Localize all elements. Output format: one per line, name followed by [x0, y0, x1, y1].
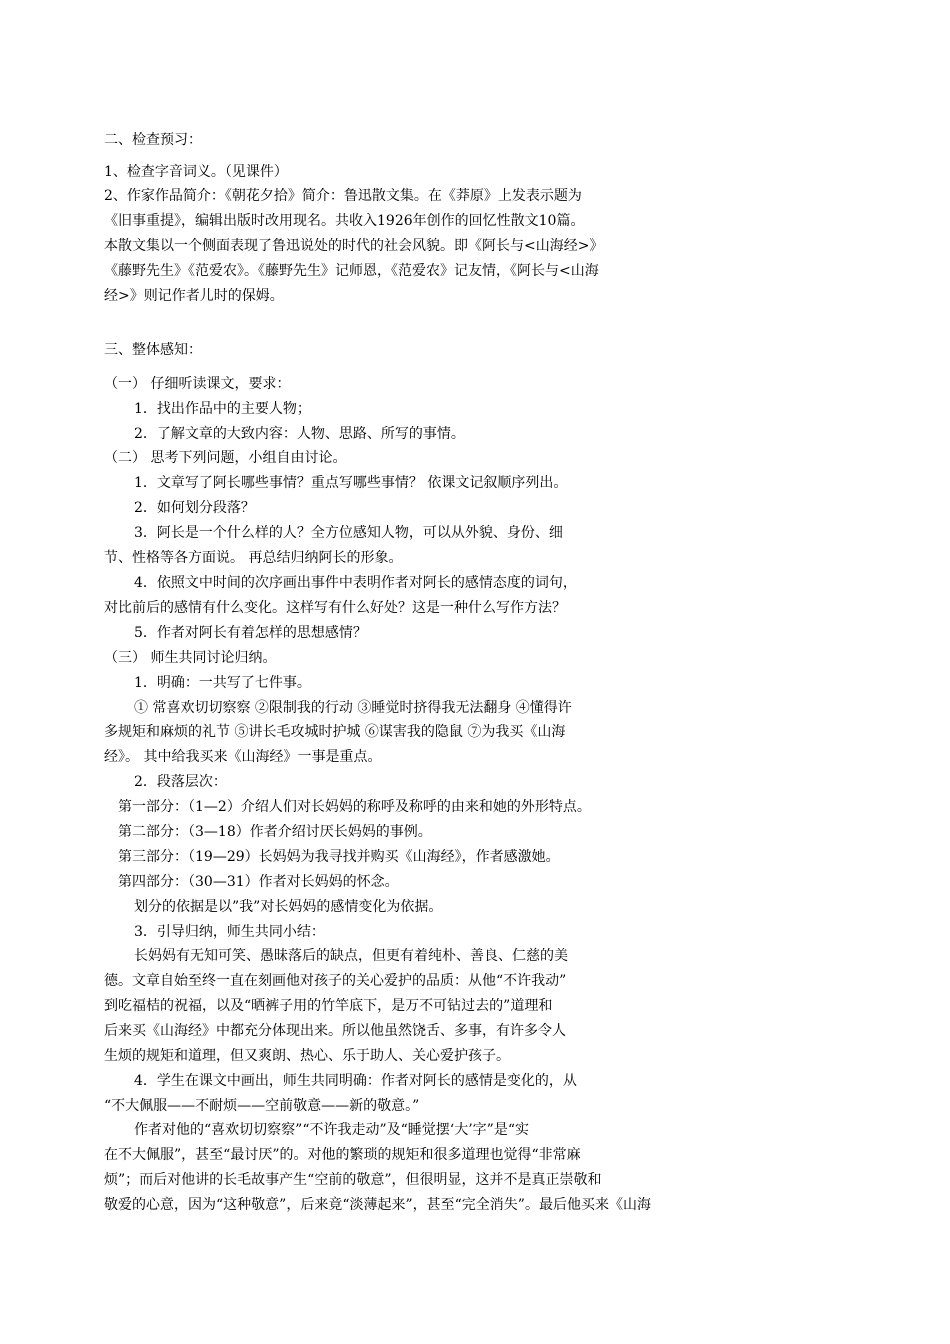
- text-line: 《旧事重提》，编辑出版时改用现名。共收入1926年创作的回忆性散文10篇。: [104, 213, 585, 229]
- text-line: 1．文章写了阿长哪些事情？重点写哪些事情？ 依课文记叙顺序列出。: [134, 475, 568, 491]
- text-line: （一） 仔细听读课文，要求：: [104, 376, 291, 392]
- text-line: 1．找出作品中的主要人物；: [134, 401, 311, 417]
- text-line: 后来买《山海经》中都充分体现出来。所以他虽然饶舌、多事，有许多令人: [104, 1023, 566, 1039]
- text-line: 经》。 其中给我买来《山海经》一事是重点。: [104, 749, 382, 765]
- text-line: 第二部分：（3—18）作者介绍讨厌长妈妈的事例。: [118, 824, 432, 840]
- text-line: 本散文集以一个侧面表现了鲁迅说处的时代的社会风貌。即《阿长与<山海经>》: [104, 238, 604, 254]
- text-line: 在不大佩服”，甚至“最讨厌”的。对他的繁琐的规矩和很多道理也觉得“非常麻: [104, 1147, 581, 1163]
- text-line: 生烦的规矩和道理，但又爽朗、热心、乐于助人、关心爱护孩子。: [104, 1048, 510, 1064]
- text-line: 2．如何划分段落？: [134, 500, 255, 516]
- text-line: 多规矩和麻烦的礼节 ⑤讲长毛攻城时护城 ⑥谋害我的隐鼠 ⑦为我买《山海: [104, 724, 566, 740]
- text-line: 第三部分：（19—29）长妈妈为我寻找并购买《山海经》，作者感激她。: [118, 849, 560, 865]
- section-heading-overview: 三、整体感知：: [104, 342, 202, 358]
- text-line: 长妈妈有无知可笑、愚昧落后的缺点，但更有着纯朴、善良、仁慈的美: [134, 948, 568, 964]
- text-line: 2．了解文章的大致内容：人物、思路、所写的事情。: [134, 426, 465, 442]
- text-line: 1、检查字音词义。（见课件）: [104, 164, 288, 180]
- text-line: 3．引导归纳，师生共同小结：: [134, 924, 325, 940]
- section-heading-preview: 二、检查预习：: [104, 132, 202, 148]
- text-line: 4．学生在课文中画出，师生共同明确：作者对阿长的感情是变化的，从: [134, 1073, 577, 1089]
- text-line: 3．阿长是一个什么样的人？全方位感知人物，可以从外貌、身份、细: [134, 525, 563, 541]
- text-line: 《藤野先生》《范爱农》。《藤野先生》记师恩，《范爱农》记友情，《阿长与<山海: [104, 263, 599, 279]
- text-line: 节、性格等各方面说。 再总结归纳阿长的形象。: [104, 550, 403, 566]
- text-line: 第四部分：（30—31）作者对长妈妈的怀念。: [118, 874, 399, 890]
- text-line: 对比前后的感情有什么变化。这样写有什么好处？这是一种什么写作方法？: [104, 600, 566, 616]
- text-line: 德。文章自始至终一直在刻画他对孩子的关心爱护的品质：从他“不许我动”: [104, 973, 567, 989]
- text-line: 5．作者对阿长有着怎样的思想感情？: [134, 625, 367, 641]
- text-line: （二） 思考下列问题，小组自由讨论。: [104, 450, 347, 466]
- text-line: 4．依照文中时间的次序画出事件中表明作者对阿长的感情态度的词句，: [134, 575, 577, 591]
- text-line: 1．明确：一共写了七件事。: [134, 675, 311, 691]
- text-line: “不大佩服——不耐烦——空前敬意——新的敬意。”: [104, 1098, 420, 1114]
- text-line: 作者对他的“喜欢切切察察”“不许我走动”及“睡觉摆‘大’字”是“实: [134, 1122, 529, 1138]
- text-line: 第一部分：（1—2）介绍人们对长妈妈的称呼及称呼的由来和她的外形特点。: [118, 799, 591, 815]
- text-line: 敬爱的心意，因为“这种敬意”，后来竟“淡薄起来”，甚至“完全消失”。最后他买来《山海: [104, 1197, 651, 1213]
- text-line: （三） 师生共同讨论归纳。: [104, 650, 277, 666]
- text-line: ① 常喜欢切切察察 ②限制我的行动 ③睡觉时挤得我无法翻身 ④懂得许: [134, 700, 572, 716]
- text-line: 2．段落层次：: [134, 774, 227, 790]
- text-line: 划分的依据是以”我”对长妈妈的感情变化为依据。: [134, 899, 443, 915]
- text-line: 经>》则记作者儿时的保姆。: [104, 288, 284, 304]
- text-line: 烦”；而后对他讲的长毛故事产生“空前的敬意”，但很明显，这并不是真正崇敬和: [104, 1172, 602, 1188]
- text-line: 到吃福桔的祝福，以及“晒裤子用的竹竿底下，是万不可钻过去的”道理和: [104, 998, 553, 1014]
- text-line: 2、作家作品简介：《朝花夕拾》简介：鲁迅散文集。在《莽原》上发表示题为: [104, 188, 582, 204]
